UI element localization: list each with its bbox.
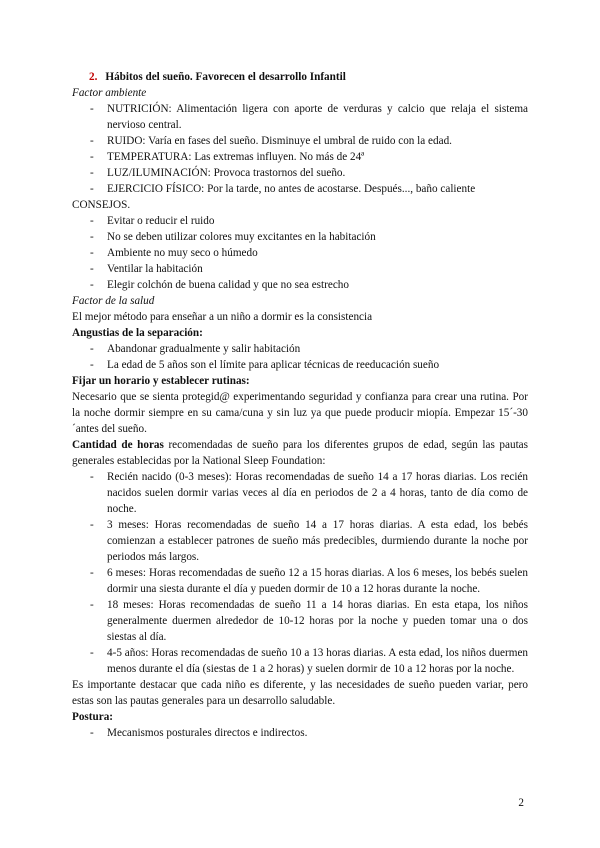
list-item: - La edad de 5 años son el límite para aplicar técnicas de reeducación sueño xyxy=(72,357,528,373)
factor-salud-text: El mejor método para enseñar a un niño a dormir es la consistencia xyxy=(72,311,373,323)
list-item: - LUZ/ILUMINACIÓN: Provoca trastornos del sueño. xyxy=(72,165,528,181)
list-item: - Ventilar la habitación xyxy=(72,261,528,277)
angustias-title: Angustias de la separación: xyxy=(72,327,203,339)
list-item: - TEMPERATURA: Las extremas influyen. No más de 24ª xyxy=(72,149,528,165)
consejos-list xyxy=(72,213,528,293)
list-item: - NUTRICIÓN: Alimentación ligera con aporte de verduras y calcio que relaja el sistema nervioso central. xyxy=(72,101,528,133)
horario-text: Necesario que se sienta protegid@ experimentando seguridad y confianza para crear una rutina. Por la noche dormir siempre en su cama/cuna y sin luz ya que puede producir miopía. Empezar 15´-30´antes del sueño. xyxy=(72,391,528,435)
list-item: - EJERCICIO FÍSICO: Por la tarde, no antes de acostarse. Después..., baño caliente xyxy=(72,181,528,197)
list-item: - No se deben utilizar colores muy excitantes en la habitación xyxy=(72,229,528,245)
consejos-title: CONSEJOS. xyxy=(72,199,131,211)
document-page xyxy=(72,69,528,741)
page-number: 2 xyxy=(518,797,524,809)
cantidad-intro: recomendadas de sueño para los diferentes grupos de edad, según las pautas generales establecidas por la National Sleep Foundation: xyxy=(72,439,528,467)
section-number: 2. xyxy=(89,71,98,83)
factor-salud-title: Factor de la salud xyxy=(72,295,155,307)
cantidad-title: Cantidad de horas xyxy=(72,439,164,451)
cantidad-list xyxy=(72,469,528,677)
list-item: - 18 meses: Horas recomendadas de sueño 11 a 14 horas diarias. En esta etapa, los niños generalmente duermen alrededor de 10-12 horas por la noche y pueden tomar una o dos siestas al día. xyxy=(72,597,528,645)
list-item: - 4-5 años: Horas recomendadas de sueño 10 a 13 horas diarias. A esta edad, los niños duermen menos durante el día (siestas de 1 a 2 horas) y suelen dormir de 10 a 12 horas por la noche. xyxy=(72,645,528,677)
postura-list xyxy=(72,725,528,741)
list-item: - Mecanismos posturales directos e indirectos. xyxy=(72,725,528,741)
list-item: - Elegir colchón de buena calidad y que no sea estrecho xyxy=(72,277,528,293)
factor-ambiente-list xyxy=(72,101,528,197)
list-item: - RUIDO: Varía en fases del sueño. Disminuye el umbral de ruido con la edad. xyxy=(72,133,528,149)
factor-ambiente-title: Factor ambiente xyxy=(72,87,147,99)
list-item: - 6 meses: Horas recomendadas de sueño 12 a 15 horas diarias. A los 6 meses, los bebés suelen dormir una siesta durante el día y pueden dormir de 10 a 12 horas durante la noche. xyxy=(72,565,528,597)
cantidad-paragraph xyxy=(72,437,528,469)
list-item: - Abandonar gradualmente y salir habitación xyxy=(72,341,528,357)
section-title: Hábitos del sueño. Favorecen el desarrollo Infantil xyxy=(105,71,346,83)
list-item: - Ambiente no muy seco o húmedo xyxy=(72,245,528,261)
list-item: - Evitar o reducir el ruido xyxy=(72,213,528,229)
postura-title: Postura: xyxy=(72,711,114,723)
angustias-list xyxy=(72,341,528,373)
cantidad-closing: Es importante destacar que cada niño es diferente, y las necesidades de sueño pueden variar, pero estas son las pautas generales para un desarrollo saludable. xyxy=(72,679,528,707)
list-item: - 3 meses: Horas recomendadas de sueño 14 a 17 horas diarias. A esta edad, los bebés comienzan a establecer patrones de sueño más predecibles, durmiendo durante la noche por periodos más largos. xyxy=(72,517,528,565)
list-item: - Recién nacido (0-3 meses): Horas recomendadas de sueño 14 a 17 horas diarias. Los recién nacidos suelen dormir varias veces al día en periodos de 2 a 4 horas, tanto de día como de noche. xyxy=(72,469,528,517)
section-heading xyxy=(72,69,528,85)
horario-title: Fijar un horario y establecer rutinas: xyxy=(72,375,250,387)
